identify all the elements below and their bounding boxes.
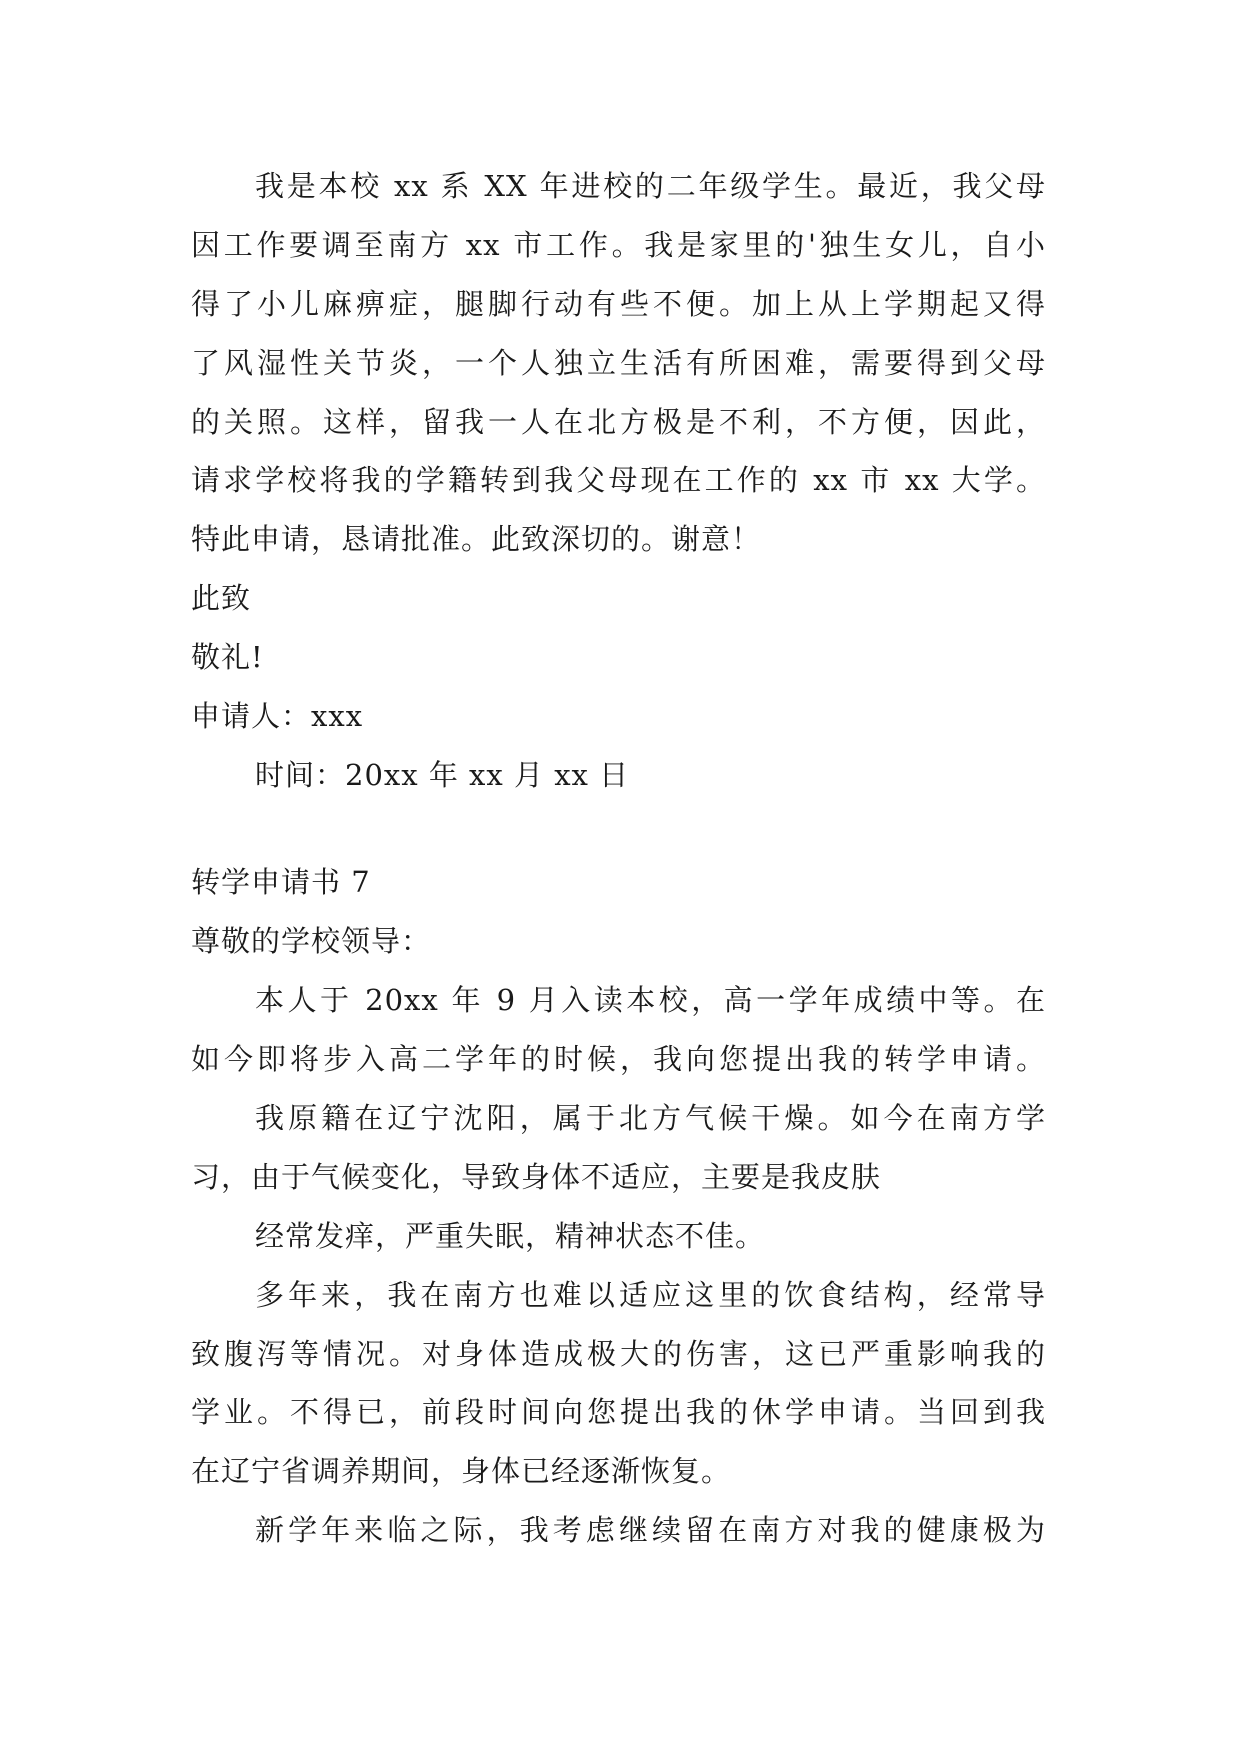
paragraph-line: 得了小儿麻痹症，腿脚行动有些不便。加上从上学期起又得 [191, 287, 1046, 321]
paragraph-line: 多年来，我在南方也难以适应这里的饮食结构，经常导 [255, 1278, 1046, 1312]
greeting-text: 尊敬的学校领导： [191, 924, 432, 958]
closing-text: 此致 [191, 581, 252, 615]
salutation-text: 敬礼! [191, 640, 264, 674]
paragraph-line: 如今即将步入高二学年的时候，我向您提出我的转学申请。 [191, 1042, 1046, 1076]
paragraph-line: 了风湿性关节炎，一个人独立生活有所困难，需要得到父母 [191, 346, 1046, 380]
paragraph-line: 请求学校将我的学籍转到我父母现在工作的 xx 市 xx 大学。 [191, 463, 1046, 497]
paragraph-line: 在辽宁省调养期间，身体已经逐渐恢复。 [191, 1454, 732, 1488]
date-text: 时间：20xx 年 xx 月 xx 日 [255, 758, 630, 792]
applicant-name: 申请人：xxx [191, 699, 364, 733]
paragraph-line: 我是本校 xx 系 XX 年进校的二年级学生。最近，我父母 [255, 169, 1046, 203]
paragraph-line: 经常发痒，严重失眠，精神状态不佳。 [255, 1219, 766, 1253]
section-title: 转学申请书 7 [191, 865, 371, 899]
paragraph-line: 特此申请，恳请批准。此致深切的。谢意！ [191, 522, 762, 556]
paragraph-line: 习，由于气候变化，导致身体不适应，主要是我皮肤 [191, 1160, 882, 1194]
paragraph-line: 本人于 20xx 年 9 月入读本校，高一学年成绩中等。在 [255, 983, 1046, 1017]
paragraph-line: 我原籍在辽宁沈阳，属于北方气候干燥。如今在南方学 [255, 1101, 1046, 1135]
paragraph-line: 因工作要调至南方 xx 市工作。我是家里的'独生女儿，自小 [191, 228, 1046, 262]
paragraph-line: 的关照。这样，留我一人在北方极是不利，不方便，因此， [191, 405, 1046, 439]
paragraph-line: 致腹泻等情况。对身体造成极大的伤害，这已严重影响我的 [191, 1337, 1046, 1371]
paragraph-line: 学业。不得已，前段时间向您提出我的休学申请。当回到我 [191, 1395, 1046, 1429]
paragraph-line: 新学年来临之际，我考虑继续留在南方对我的健康极为 [255, 1513, 1046, 1547]
